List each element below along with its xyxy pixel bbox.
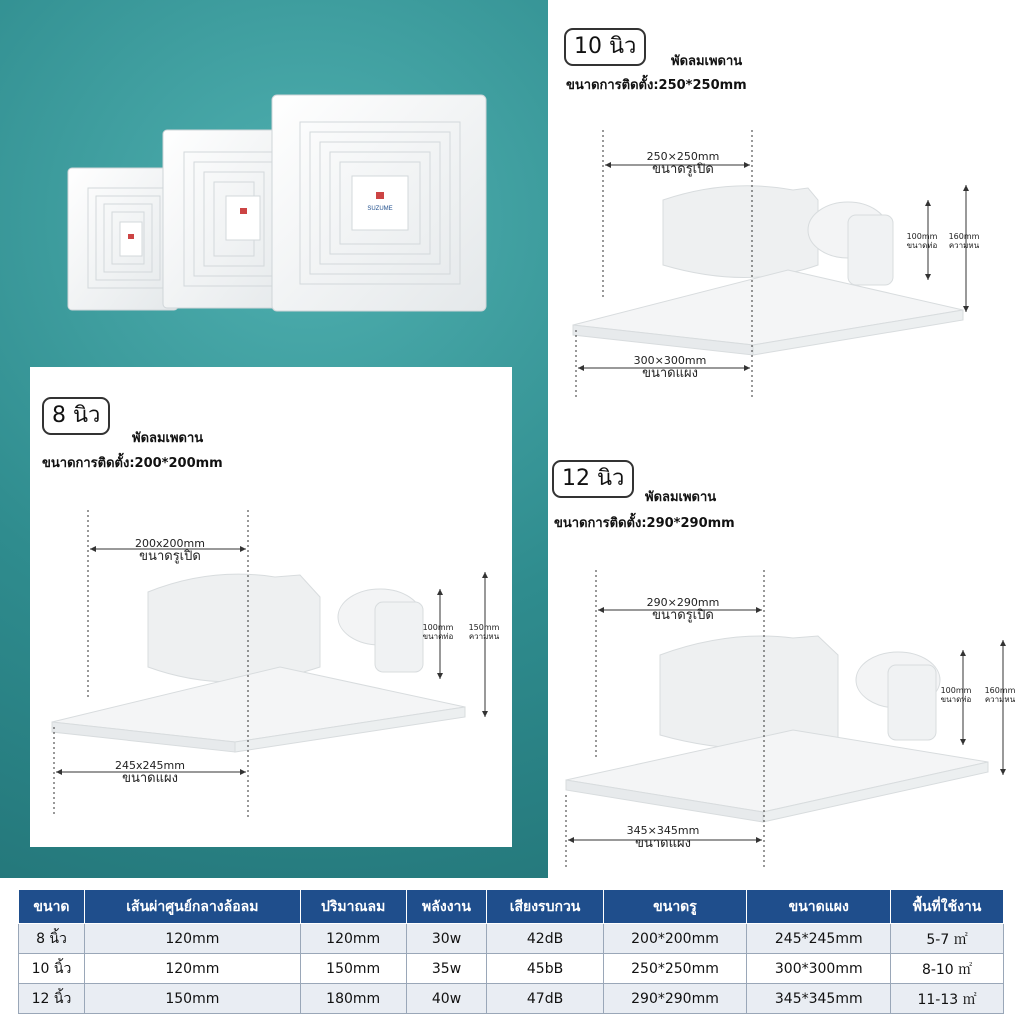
table-cell: 8 นิ้ว (19, 924, 85, 954)
table-cell: 150mm (300, 954, 406, 984)
fan-diagram-12 (548, 440, 1024, 878)
hole-dimension: 290×290mm ขนาดรูเปิด (646, 596, 720, 623)
size-label: 12 นิว (552, 460, 634, 498)
table-cell: 180mm (300, 984, 406, 1014)
product-type: พัดลมเพดาน (132, 431, 204, 446)
install-size: ขนาดการติดตั้ง:250*250mm (566, 78, 747, 93)
thickness-dimension: 160mm ความหน (948, 232, 980, 250)
col-header-hole-size: ขนาดรู (603, 890, 747, 924)
table-cell: 40w (406, 984, 487, 1014)
grille-small (68, 168, 178, 310)
panel-8-inch (30, 367, 512, 847)
table-cell: 245*245mm (747, 924, 891, 954)
table-cell: 290*290mm (603, 984, 747, 1014)
hole-dimension: 200x200mm ขนาดรูเปิด (135, 537, 205, 564)
grille-large (272, 95, 486, 311)
col-header-panel-size: ขนาดแผง (747, 890, 891, 924)
product-type: พัดลมเพดาน (645, 490, 717, 505)
col-header-airflow: ปริมาณลม (300, 890, 406, 924)
table-cell: 30w (406, 924, 487, 954)
table-row (19, 924, 1004, 954)
col-header-wheel-diameter: เส้นผ่าศูนย์กลางล้อลม (84, 890, 300, 924)
table-row (19, 954, 1004, 984)
table-cell: 120mm (84, 954, 300, 984)
table-cell: 120mm (300, 924, 406, 954)
duct-dimension: 100mm ขนาดท่อ (422, 623, 454, 641)
panel-dimension: 345×345mm ขนาดแผง (626, 824, 700, 851)
table-cell: 120mm (84, 924, 300, 954)
table-cell: 10 นิ้ว (19, 954, 85, 984)
table-cell: 8-10 ㎡ (891, 954, 1004, 984)
table-cell: 12 นิ้ว (19, 984, 85, 1014)
brand-logo: SUZUME (367, 206, 393, 212)
panel-dimension: 245x245mm ขนาดแผง (115, 759, 185, 786)
table-cell: 35w (406, 954, 487, 984)
hole-dimension: 250×250mm ขนาดรูเปิด (646, 150, 720, 177)
duct-dimension: 100mm ขนาดท่อ (906, 232, 938, 250)
product-photo (0, 0, 548, 367)
table-cell: 11-13 ㎡ (891, 984, 1004, 1014)
spec-table (18, 889, 1004, 1014)
install-size: ขนาดการติดตั้ง:290*290mm (554, 516, 735, 531)
table-cell: 42dB (487, 924, 603, 954)
size-label: 10 นิว (564, 28, 646, 66)
table-cell: 300*300mm (747, 954, 891, 984)
table-cell: 45bB (487, 954, 603, 984)
thickness-dimension: 160mm ความหน (984, 686, 1016, 704)
table-cell: 47dB (487, 984, 603, 1014)
table-cell: 5-7 ㎡ (891, 924, 1004, 954)
table-cell: 200*200mm (603, 924, 747, 954)
table-cell: 150mm (84, 984, 300, 1014)
thickness-dimension: 150mm ความหน (468, 623, 500, 641)
panel-10-inch (548, 0, 1024, 440)
table-header-row (19, 890, 1004, 924)
duct-dimension: 100mm ขนาดท่อ (940, 686, 972, 704)
col-header-area: พื้นที่ใช้งาน (891, 890, 1004, 924)
panel-12-inch (548, 440, 1024, 878)
col-header-size: ขนาด (19, 890, 85, 924)
product-type: พัดลมเพดาน (671, 54, 743, 69)
table-cell: 250*250mm (603, 954, 747, 984)
col-header-noise: เสียงรบกวน (487, 890, 603, 924)
table-row (19, 984, 1004, 1014)
size-label: 8 นิว (42, 397, 110, 435)
panel-dimension: 300×300mm ขนาดแผง (633, 354, 707, 381)
col-header-power: พลังงาน (406, 890, 487, 924)
table-cell: 345*345mm (747, 984, 891, 1014)
install-size: ขนาดการติดตั้ง:200*200mm (42, 456, 223, 471)
